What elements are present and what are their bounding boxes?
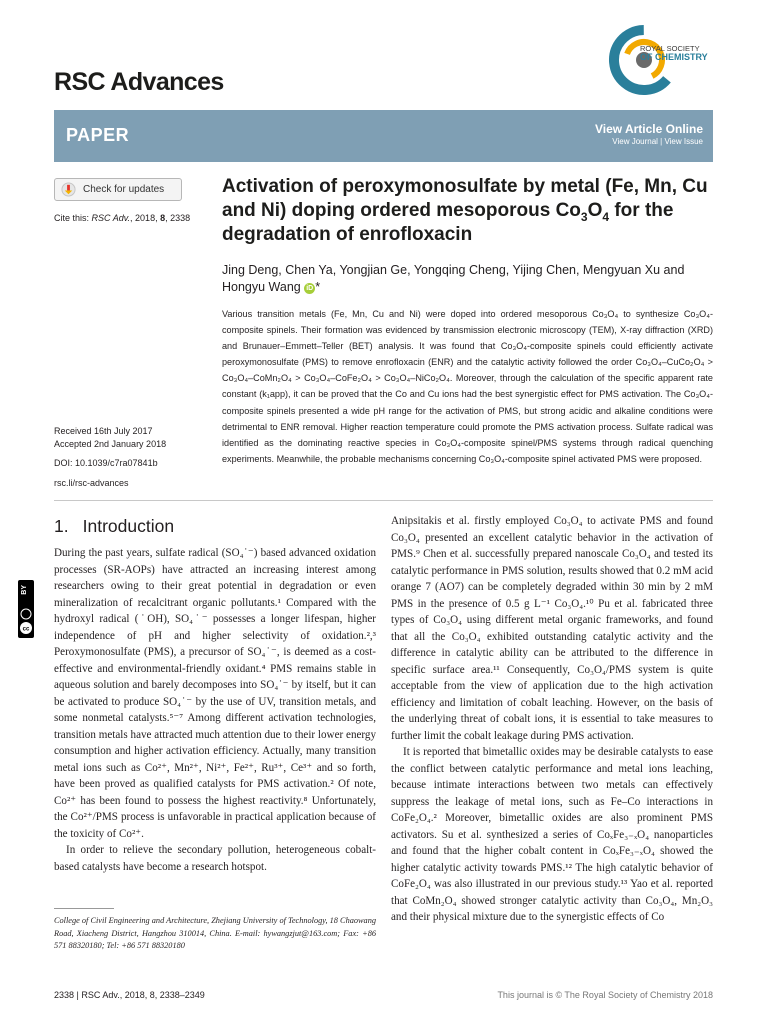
paragraph: During the past years, sulfate radical (SO₄˙⁻) based advanced oxidation processes (SR-AOPs) have attracted an increasing interest among researchers owing to their great potential in degradation or even mineralization of recalcitrant organic pollutants.¹ Compared with the hydroxyl radical (˙OH), SO₄˙⁻ possesses a longer lifespan, higher independence of pH and higher selectivity of oxidation.²,³ Peroxymonosulfate (PMS), a precursor of SO₄˙⁻, is deemed as a cost-effective and environmental-friendly oxidant.⁴ PMS remains stable in aqueous solution and barely decomposes into SO₄˙⁻ by itself, but it can be activated to produce SO₄˙⁻ by the use of UV, transition metals, and some nonmetal catalysts.⁵⁻⁷ Among different activation technologies, transition metals have attracted much attention due to their lower energy consumption and higher activation efficiency. Actually, many transition metal ions such as Co²⁺, Mn²⁺, Ni²⁺, Fe²⁺, Ru³⁺, Ce³⁺ and so forth, have been proved as qualified catalysts for PMS activation.² Of note, Co²⁺ has been found to possess the highest reactivity.⁸ Unfortunately, the Co²⁺/PMS process is unfavorable in practical application because of the toxicity of Co²⁺. — [54, 547, 376, 840]
section-title: Introduction — [82, 516, 175, 536]
publisher-name — [640, 44, 708, 62]
paragraph: In order to relieve the secondary pollution, heterogeneous cobalt-based catalysts have become a research hotspot. — [54, 844, 376, 873]
divider — [54, 500, 713, 501]
received-date: Received 16th July 2017 — [54, 426, 153, 436]
publisher-line-1: ROYAL SOCIETY — [640, 44, 700, 53]
title-subscript: 3 — [580, 209, 588, 224]
cite-journal: RSC Adv. — [91, 213, 131, 223]
cite-volume: 8 — [160, 213, 166, 223]
title-part: O — [587, 200, 603, 221]
svg-text:cc: cc — [22, 626, 30, 633]
publication-dates — [54, 425, 166, 451]
cite-label: Cite this: — [54, 213, 90, 223]
author-affiliation: College of Civil Engineering and Architecture, Zhejiang University of Technology, 18 Chaowang Road, Xiacheng District, Hangzhou 310014, China. E-mail: hywangzjut@163.com; Fax: +86 571 88320180; Tel: +86 571 88320180 — [54, 916, 376, 950]
doi[interactable]: DOI: 10.1039/c7ra07841b — [54, 458, 158, 468]
paragraph: It is reported that bimetallic oxides may be desirable catalysts to ease the conflict between catalytic performance and metal ions leaching, because intimate interactions between two metals can effectively suppress the leakage of metal ions, such as Fe–Co interactions in CoFe₂O₄.² Moreover, bimetallic oxides are also prominent PMS activators. Su et al. synthesized a series of CoₓFe₃₋ₓO₄ nanoparticles and found that the higher cobalt content in CoₓFe₃₋ₓO₄ showed the higher catalytic activity towards PMS.¹² The high catalytic behavior of CoFe₂O₄ was also illustrated in our previous study.¹³ Yao et al. reported that CoMn₂O₄ showed stronger catalytic activity than Co₃O₄, Mn₂O₃ and their physical mixture due to the synergistic effects of Co — [391, 746, 713, 923]
view-journal-issue-links[interactable]: View Journal | View Issue — [612, 137, 703, 146]
body-column-right — [391, 513, 713, 926]
accepted-date: Accepted 2nd January 2018 — [54, 439, 167, 449]
cite-year: , 2018, — [130, 213, 161, 223]
publisher-line-2: OF CHEMISTRY — [640, 52, 708, 62]
footnote-divider — [54, 908, 114, 909]
article-title — [222, 175, 722, 247]
abstract: Various transition metals (Fe, Mn, Cu and Ni) were doped into ordered mesoporous Co₃O₄ to synthesize Co₃O₄-composite spinels. Their formation was evidenced by transmission electronic microscopy (TEM), X-ray diffraction (XRD) and Brunauer–Emmett–Teller (BET) analysis. It was found that Co₃O₄-composite spinels could efficiently activate peroxymonosulfate (PMS) to remove enrofloxacin (ENR) and the catalytic activity followed the order Co₃O₄–CuCo₂O₄ > Co₃O₄–CoMn₂O₄ > Co₃O₄–CoFe₂O₄ > Co₃O₄–NiCo₂O₄. Moreover, through the calculation of the specific apparent rate constant (k₁app), it can be proved that the Co and Cu ions had the best synergistic effect for PMS activation. The Co₃O₄-composite spinels presented a wide pH range for the activation of PMS, but strong acidic and alkaline conditions were detrimental to ENR removal. Higher reaction temperature could promote the PMS activation process. Sulfate radical was identified as the dominating reactive species in Co₃O₄-composite spinel/PMS systems through radical quenching experiments. Meanwhile, the probable mechanisms concerning Co₃O₄-composite spinel activated PMS were proposed. — [222, 309, 713, 464]
check-for-updates-button[interactable] — [54, 178, 182, 201]
journal-link[interactable]: rsc.li/rsc-advances — [54, 478, 129, 488]
check-updates-icon — [61, 182, 76, 197]
page-footer-copyright: This journal is © The Royal Society of Chemistry 2018 — [497, 990, 713, 1000]
check-for-updates-label: Check for updates — [83, 184, 165, 195]
license-type: BY — [21, 585, 28, 595]
section-number: 1. — [54, 516, 69, 536]
authors-text: Jing Deng, Chen Ya, Yongjian Ge, Yongqing Cheng, Yijing Chen, Mengyuan Xu and Hongyu Wang — [222, 263, 685, 294]
body-column-left — [54, 545, 376, 875]
page-footer-citation: 2338 | RSC Adv., 2018, 8, 2338–2349 — [54, 990, 205, 1000]
article-type-band — [54, 110, 713, 162]
cc-license-badge[interactable] — [18, 580, 34, 638]
article-type: PAPER — [66, 125, 130, 145]
corresponding-author-mark: * — [315, 280, 321, 294]
citation — [54, 213, 190, 223]
cite-page: , 2338 — [165, 213, 191, 223]
view-article-online-link[interactable]: View Article Online — [594, 122, 703, 136]
paragraph: Anipsitakis et al. firstly employed Co₃O₄ to activate PMS and found Co₃O₄ presented an excellent catalytic behavior in the activation of PMS.⁹ Chen et al. successfully prepared nanoscale Co₃O₄ and tested its catalytic performance in PMS solution, results showed that 0.2 mM acid orange 7 (AO7) can be completely degraded within 30 min by 2 mM PMS in the presence of 0.5 g L⁻¹ Co₃O₄.¹⁰ Pu et al. fabricated three types of Co₃O₄ using different metal organic frameworks, and found that all the Co₃O₄ exhibited outstanding catalytic activity and the difference in catalytic ability can be attributed to the difference in specific surface area.¹¹ Consequently, Co₃O₄/PMS system is quite acceptable from the view of application due to the high activation efficiency and limitation of cobalt leaching. However, on the basis of the underlying threat of cobalt ions, it is essential to take measures to further limit the cobalt leakage during PMS activation. — [391, 515, 713, 742]
journal-title: RSC Advances — [54, 68, 224, 96]
title-subscript: 4 — [602, 209, 610, 224]
orcid-icon[interactable]: iD — [306, 285, 314, 292]
author-list — [222, 262, 692, 296]
title-part: for the degradation of enrofloxacin — [222, 200, 674, 245]
section-heading — [54, 516, 174, 537]
title-part: Activation of peroxymonosulfate by metal (Fe, Mn, Cu and Ni) doping ordered mesoporous Co — [222, 176, 708, 221]
